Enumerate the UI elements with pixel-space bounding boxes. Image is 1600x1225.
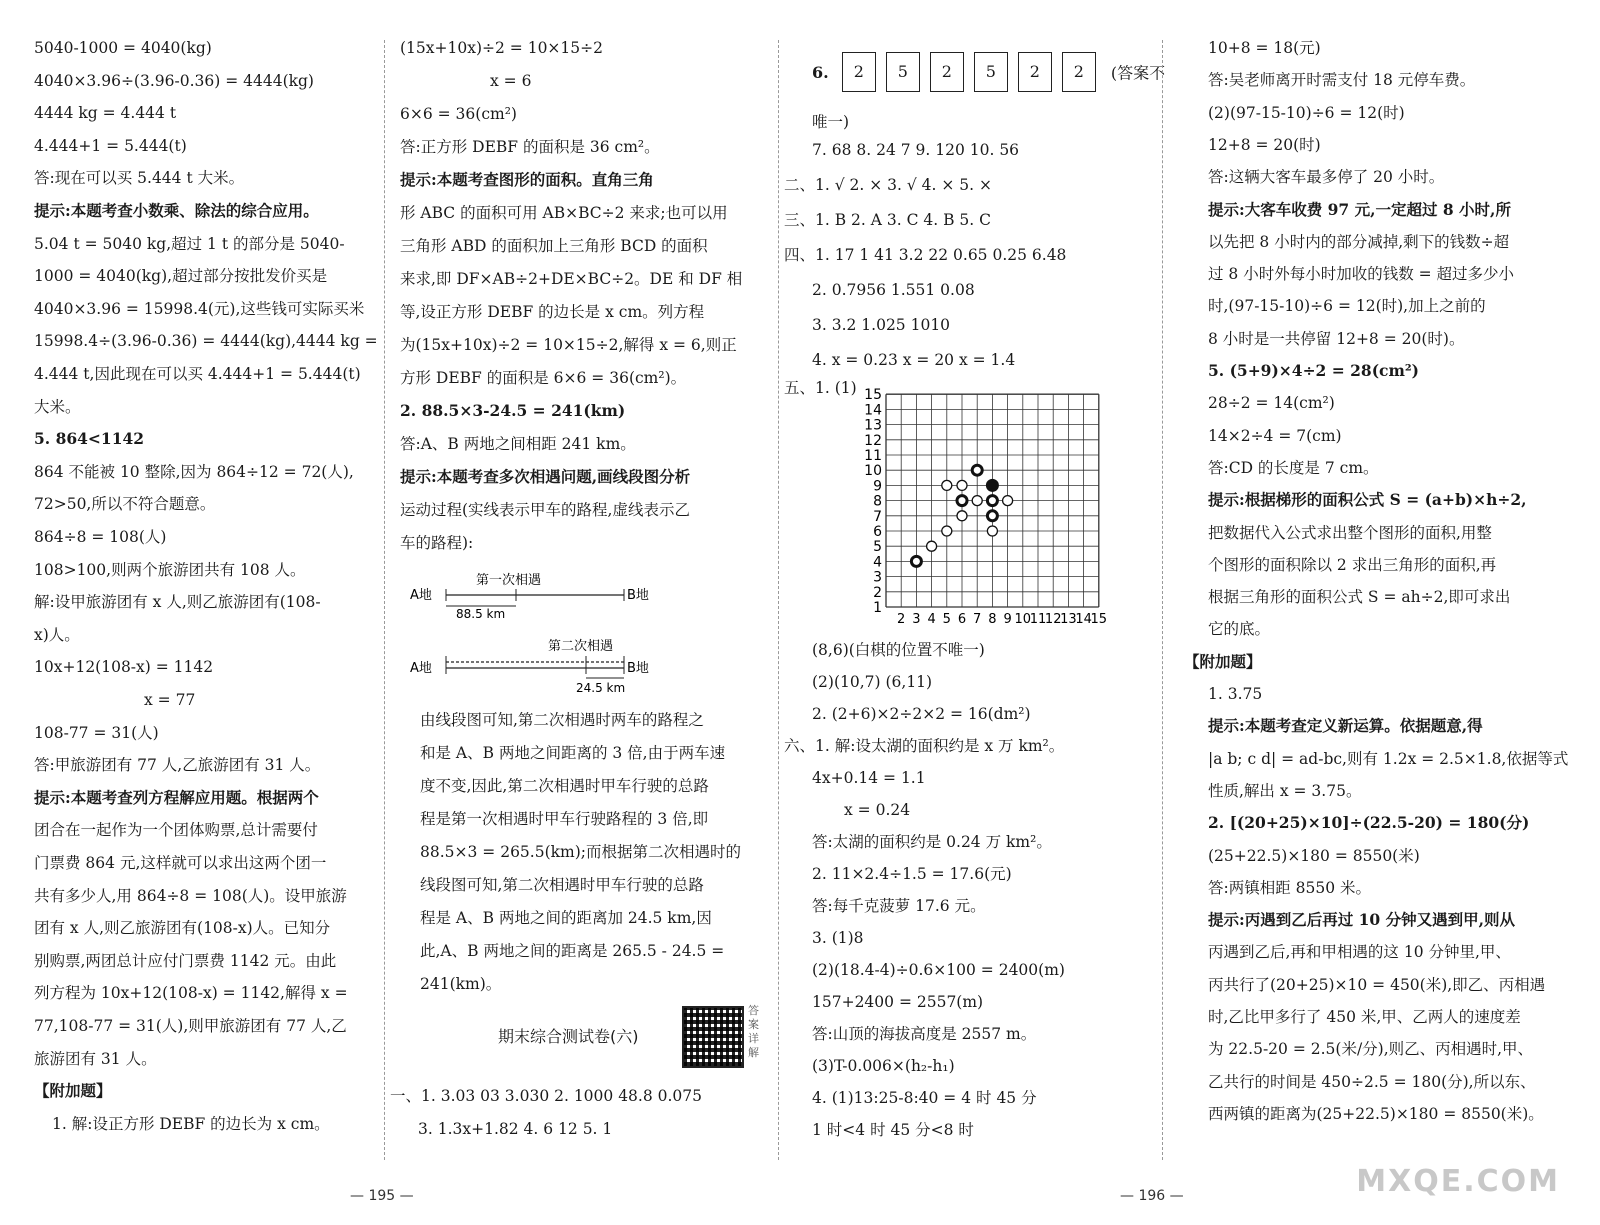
text-line: 108-77 = 31(人)	[34, 723, 159, 742]
a-label-1: A地	[410, 588, 432, 603]
text-line: 12+8 = 20(时)	[1208, 135, 1321, 154]
text-line: 方形 DEBF 的面积是 6×6 = 36(cm²)。	[400, 369, 687, 387]
text-line: 此,A、B 两地之间的距离是 265.5 - 24.5 =	[420, 942, 725, 960]
text-line: 为(15x+10x)÷2 = 10×15÷2,解得 x = 6,则正	[400, 336, 737, 354]
y-tick-label: 15	[864, 387, 882, 404]
first-meet-label: 第一次相遇	[476, 573, 542, 588]
text-line: 7. 68 8. 24 7 9. 120 10. 56	[812, 141, 1020, 159]
text-line: 2. [(20+25)×10]÷(22.5-20) = 180(分)	[1208, 813, 1530, 833]
text-line: 3. 1.3x+1.82 4. 6 12 5. 1	[418, 1120, 613, 1138]
black-stone	[987, 480, 997, 490]
text-line: 864 不能被 10 整除,因为 864÷12 = 72(人),	[34, 462, 354, 481]
text-line: 答:正方形 DEBF 的面积是 36 cm²。	[400, 138, 660, 156]
black-stone	[911, 556, 921, 566]
text-line: 三角形 ABD 的面积加上三角形 BCD 的面积	[400, 237, 708, 255]
text-line: 答:CD 的长度是 7 cm。	[1208, 458, 1379, 477]
white-stone	[972, 496, 982, 506]
text-line: 1. 3.75	[1208, 685, 1263, 703]
text-line: 28÷2 = 14(cm²)	[1208, 394, 1335, 413]
text-line: 提示:本题考查定义新运算。依据题意,得	[1208, 716, 1483, 736]
text-line: 列方程为 10x+12(108-x) = 1142,解得 x =	[34, 984, 348, 1003]
meeting-diagram	[408, 562, 668, 702]
text-line: 88.5×3 = 265.5(km);而根据第二次相遇时的	[420, 843, 741, 861]
text-line: 运动过程(实线表示甲车的路程,虚线表示乙	[400, 501, 690, 519]
y-tick-label: 11	[864, 448, 882, 464]
white-stone	[927, 541, 937, 551]
y-tick-label: 13	[864, 417, 882, 434]
text-line: 提示:本题考查列方程解应用题。根据两个	[34, 787, 319, 807]
text-line: 241(km)。	[420, 975, 502, 993]
text-line: 6×6 = 36(cm²)	[400, 105, 517, 123]
answer-box: 5	[886, 52, 920, 92]
x-tick-label: 11	[1029, 612, 1047, 627]
text-line: 团合在一起作为一个团体购票,总计需要付	[34, 821, 318, 840]
q6-note-2: 唯一)	[812, 113, 850, 131]
text-line: 由线段图可知,第二次相遇时两车的路程之	[420, 711, 704, 729]
text-line: 答:太湖的面积约是 0.24 万 km²。	[812, 833, 1052, 851]
page-gutter	[778, 40, 779, 1160]
x-tick-label: 15	[1090, 612, 1108, 627]
answer-box: 5	[974, 52, 1008, 92]
qr-code[interactable]	[682, 1006, 744, 1068]
text-line: |a b; c d| = ad-bc,则有 1.2x = 2.5×1.8,依据等式	[1208, 749, 1569, 768]
text-line: 4x+0.14 = 1.1	[812, 769, 926, 787]
text-line: 答:甲旅游团有 77 人,乙旅游团有 31 人。	[34, 756, 321, 775]
answer-box: 2	[930, 52, 964, 92]
text-line: 等,设正方形 DEBF 的边长是 x cm。列方程	[400, 303, 705, 321]
page-number-right: — 196 —	[1120, 1188, 1184, 1204]
text-line: 答:每千克菠萝 17.6 元。	[812, 897, 986, 915]
text-line: 六、1. 解:设太湖的面积约是 x 万 km²。	[784, 737, 1065, 755]
text-line: x)人。	[34, 625, 80, 644]
answer-box: 2	[1018, 52, 1052, 92]
white-stone	[972, 465, 982, 475]
column-divider-right	[1162, 40, 1163, 1160]
text-line: 来求,即 DF×AB÷2+DE×BC÷2。DE 和 DF 相	[400, 270, 743, 288]
black-stone	[957, 496, 967, 506]
white-stone	[957, 511, 967, 521]
text-line: 答:这辆大客车最多停了 20 小时。	[1208, 168, 1445, 187]
text-line: (2)(18.4-4)÷0.6×100 = 2400(m)	[812, 961, 1065, 979]
x-tick-label: 5	[942, 612, 951, 627]
text-line: 别购票,两团总计应付门票费 1142 元。由此	[34, 951, 337, 970]
text-line: 一、1. 3.03 03 3.030 2. 1000 48.8 0.075	[390, 1087, 703, 1105]
qr-side-text: 答案详解	[748, 1004, 759, 1059]
y-tick-label: 8	[873, 493, 882, 510]
y-tick-label: 12	[864, 432, 882, 449]
text-line: (15x+10x)÷2 = 10×15÷2	[400, 39, 603, 57]
text-line: 4.444 t,因此现在可以买 4.444+1 = 5.444(t)	[34, 365, 361, 383]
text-line: 2. 11×2.4÷1.5 = 17.6(元)	[812, 865, 1012, 883]
text-line: 4444 kg = 4.444 t	[34, 104, 177, 123]
text-line: 8 小时是一共停留 12+8 = 20(时)。	[1208, 329, 1465, 348]
text-line: 团有 x 人,则乙旅游团有(108-x)人。已知分	[34, 919, 331, 938]
x-tick-label: 6	[957, 612, 967, 627]
x-tick-label: 8	[988, 612, 997, 627]
text-line: 提示:本题考查图形的面积。直角三角	[400, 170, 654, 189]
text-line: 共有多少人,用 864÷8 = 108(人)。设甲旅游	[34, 886, 347, 905]
text-line: 答:两镇相距 8550 米。	[1208, 878, 1372, 897]
x-tick-label: 3	[912, 612, 921, 627]
text-line: x = 77	[144, 691, 196, 709]
page-number-left: — 195 —	[350, 1188, 414, 1204]
text-line: 程是 A、B 两地之间的距离加 24.5 km,因	[420, 909, 712, 927]
text-line: 提示:本题考查多次相遇问题,画线段图分析	[400, 467, 691, 486]
text-line: 提示:大客车收费 97 元,一定超过 8 小时,所	[1208, 199, 1511, 219]
text-line: 和是 A、B 两地之间距离的 3 倍,由于两车速	[420, 744, 726, 762]
text-line: 个图形的面积除以 2 求出三角形的面积,再	[1208, 555, 1497, 574]
text-line: 4. (1)13:25-8:40 = 4 时 45 分	[812, 1089, 1037, 1107]
text-line: 车的路程):	[400, 534, 474, 552]
b-label-2: B地	[627, 661, 649, 676]
x-tick-label: 2	[897, 612, 906, 627]
text-line: 过 8 小时外每小时加收的钱数 = 超过多少小	[1208, 265, 1515, 284]
text-line: 提示:丙遇到乙后再过 10 分钟又遇到甲,则从	[1208, 910, 1515, 930]
text-line: 答:A、B 两地之间相距 241 km。	[400, 435, 636, 453]
text-line: 【附加题】	[1184, 651, 1262, 671]
text-line: 72>50,所以不符合题意。	[34, 495, 216, 514]
text-line: 答:吴老师离开时需支付 18 元停车费。	[1208, 71, 1476, 90]
y-tick-label: 10	[864, 463, 882, 480]
text-line: 答:山顶的海拔高度是 2557 m。	[812, 1025, 1037, 1043]
second-meet-label: 第二次相遇	[548, 639, 614, 654]
text-line: 15998.4÷(3.96-0.36) = 4444(kg),4444 kg =	[34, 332, 378, 351]
text-line: 4. x = 0.23 x = 20 x = 1.4	[812, 351, 1016, 369]
text-line: 旅游团有 31 人。	[34, 1049, 157, 1068]
a-label-2: A地	[410, 661, 432, 676]
text-line: x = 6	[490, 72, 532, 90]
x-tick-label: 9	[1003, 612, 1012, 627]
text-line: 它的底。	[1208, 620, 1271, 639]
text-line: 5. (5+9)×4÷2 = 28(cm²)	[1208, 361, 1419, 380]
y-tick-label: 14	[864, 402, 882, 419]
watermark: MXQE.COM	[1356, 1164, 1560, 1199]
text-line: 丙共行了(20+25)×10 = 450(米),即乙、丙相遇	[1208, 975, 1546, 994]
text-line: 程是第一次相遇时甲车行驶路程的 3 倍,即	[420, 810, 709, 828]
text-line: 5. 864<1142	[34, 429, 145, 449]
y-tick-label: 6	[873, 524, 882, 540]
text-line: 3. (1)8	[812, 929, 864, 947]
black-stone	[987, 511, 997, 521]
answer-box: 2	[842, 52, 876, 92]
text-line: 1000 = 4040(kg),超过部分按批发价买是	[34, 267, 328, 286]
text-line: 时,乙比甲多行了 450 米,甲、乙两人的速度差	[1208, 1008, 1521, 1026]
y-tick-label: 3	[873, 569, 882, 586]
x-tick-label: 10	[1014, 612, 1032, 627]
y-tick-label: 9	[873, 478, 882, 495]
white-stone	[1003, 496, 1013, 506]
dist2-label: 24.5 km	[576, 681, 626, 695]
text-line: 以先把 8 小时内的部分减掉,剩下的钱数÷超	[1208, 232, 1510, 251]
text-line: (2)(10,7) (6,11)	[812, 673, 933, 691]
b-label-1: B地	[627, 588, 649, 603]
text-line: 4.444+1 = 5.444(t)	[34, 136, 187, 155]
column-divider	[384, 40, 385, 1160]
text-line: x = 0.24	[844, 801, 911, 819]
text-line: 3. 3.2 1.025 1010	[812, 316, 951, 334]
text-line: 5.04 t = 5040 kg,超过 1 t 的部分是 5040-	[34, 234, 345, 253]
text-line: (3)T-0.006×(h₂-h₁)	[812, 1057, 955, 1075]
text-line: 14×2÷4 = 7(cm)	[1208, 426, 1342, 445]
text-line: 根据三角形的面积公式 S = ah÷2,即可求出	[1208, 588, 1511, 607]
text-line: 门票费 864 元,这样就可以求出这两个团一	[34, 854, 327, 872]
text-line: 四、1. 17 1 41 3.2 22 0.65 0.25 6.48	[784, 246, 1067, 264]
text-line: 为 22.5-20 = 2.5(米/分),则乙、丙相遇时,甲、	[1208, 1040, 1534, 1059]
text-line: 乙共行的时间是 450÷2.5 = 180(分),所以东、	[1208, 1072, 1536, 1091]
y-tick-label: 1	[873, 600, 882, 616]
answer-box: 2	[1062, 52, 1096, 92]
text-line: 108>100,则两个旅游团共有 108 人。	[34, 560, 306, 579]
q6-label: 6.	[812, 62, 829, 82]
y-tick-label: 2	[873, 584, 882, 601]
white-stone	[987, 526, 997, 536]
q6-note: (答案不	[1110, 63, 1166, 83]
text-line: 大米。	[34, 397, 81, 416]
text-line: 1 时<4 时 45 分<8 时	[812, 1121, 974, 1139]
text-line: 三、1. B 2. A 3. C 4. B 5. C	[784, 211, 991, 229]
text-line: 2. (2+6)×2÷2×2 = 16(dm²)	[812, 705, 1031, 723]
grid-label: 五、1. (1)	[784, 379, 857, 397]
x-tick-label: 12	[1044, 612, 1062, 627]
text-line: 1. 解:设正方形 DEBF 的边长为 x cm。	[52, 1114, 330, 1133]
white-stone	[942, 526, 952, 536]
q6-row	[812, 52, 1165, 92]
text-line: 5040-1000 = 4040(kg)	[34, 39, 212, 57]
text-line: 提示:本题考查小数乘、除法的综合应用。	[34, 201, 319, 220]
dist1-label: 88.5 km	[456, 607, 506, 621]
text-line: 2. 0.7956 1.551 0.08	[812, 281, 975, 299]
y-tick-label: 5	[873, 539, 882, 556]
x-tick-label: 4	[927, 612, 936, 627]
text-line: 形 ABC 的面积可用 AB×BC÷2 来求;也可以用	[400, 204, 728, 222]
text-line: 157+2400 = 2557(m)	[812, 993, 984, 1011]
text-line: 性质,解出 x = 3.75。	[1208, 781, 1362, 800]
text-line: 解:设甲旅游团有 x 人,则乙旅游团有(108-	[34, 593, 321, 612]
x-tick-label: 13	[1060, 612, 1077, 627]
white-stone	[957, 480, 967, 490]
black-stone	[987, 496, 997, 506]
text-line: (2)(97-15-10)÷6 = 12(时)	[1208, 103, 1405, 122]
text-line: 西两镇的距离为(25+22.5)×180 = 8550(米)。	[1208, 1104, 1544, 1123]
white-stone	[942, 480, 952, 490]
text-line: 线段图可知,第二次相遇时甲车行驶的总路	[420, 876, 704, 894]
text-line: 丙遇到乙后,再和甲相遇的这 10 分钟里,甲、	[1208, 943, 1511, 962]
coordinate-grid	[840, 375, 1130, 630]
text-line: 把数据代入公式求出整个图形的面积,用整	[1208, 523, 1492, 542]
x-tick-label: 7	[973, 612, 982, 627]
text-line: 提示:根据梯形的面积公式 S = (a+b)×h÷2,	[1208, 490, 1527, 510]
text-line: 【附加题】	[34, 1081, 112, 1101]
text-line: 答:现在可以买 5.444 t 大米。	[34, 169, 245, 188]
text-line: 2. 88.5×3-24.5 = 241(km)	[400, 401, 626, 420]
text-line: 时,(97-15-10)÷6 = 12(时),加上之前的	[1208, 297, 1486, 316]
text-line: 度不变,因此,第二次相遇时甲车行驶的总路	[420, 777, 709, 795]
text-line: (25+22.5)×180 = 8550(米)	[1208, 846, 1420, 865]
exam-title: 期末综合测试卷(六)	[498, 1027, 639, 1046]
y-tick-label: 4	[873, 554, 882, 571]
text-line: 10x+12(108-x) = 1142	[34, 658, 214, 677]
text-line: 4040×3.96 = 15998.4(元),这些钱可实际买米	[34, 299, 365, 318]
x-tick-label: 14	[1075, 612, 1092, 627]
y-tick-label: 7	[873, 508, 882, 525]
text-line: 864÷8 = 108(人)	[34, 528, 167, 546]
text-line: 二、1. √ 2. × 3. √ 4. × 5. ×	[784, 176, 993, 194]
text-line: 4040×3.96÷(3.96-0.36) = 4444(kg)	[34, 71, 314, 90]
text-line: (8,6)(白棋的位置不唯一)	[812, 641, 985, 659]
text-line: 10+8 = 18(元)	[1208, 39, 1321, 57]
text-line: 77,108-77 = 31(人),则甲旅游团有 77 人,乙	[34, 1017, 347, 1035]
